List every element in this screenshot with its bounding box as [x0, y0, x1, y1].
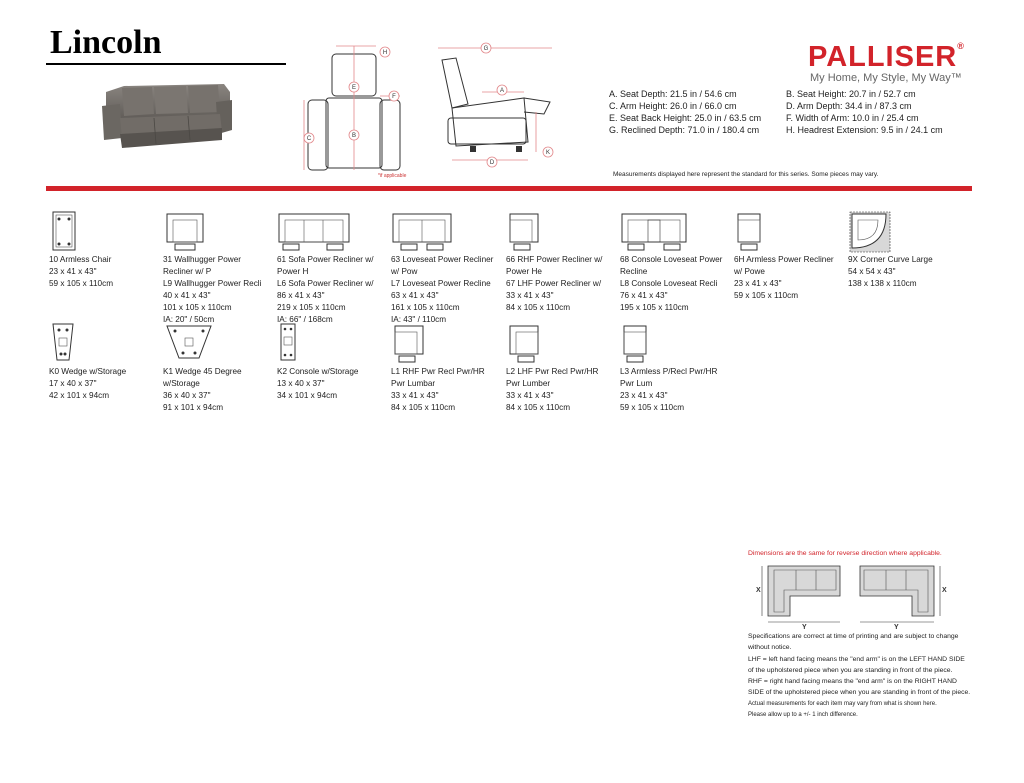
- piece-l3-armless-recliner: [620, 322, 738, 414]
- piece-line: 23 x 41 x 43": [49, 267, 97, 276]
- piece-line: 67 LHF Power Recliner w/: [506, 279, 602, 288]
- piece-line: 219 x 105 x 110cm: [277, 303, 346, 312]
- piece-line: w/Storage: [163, 379, 200, 388]
- diagram-letter: G: [483, 46, 489, 52]
- diagram-letter: C: [306, 136, 312, 142]
- piece-line: 34 x 101 x 94cm: [277, 391, 338, 400]
- page-title: Lincoln: [50, 24, 162, 61]
- diagram-letter: A: [499, 88, 505, 94]
- piece-line: 9X Corner Curve Large: [848, 255, 933, 264]
- brand-logo: [808, 41, 965, 74]
- piece-line: Recliner w/ P: [163, 267, 212, 276]
- diagram-letter: E: [351, 85, 357, 91]
- piece-line: 63 Loveseat Power Recliner: [391, 255, 494, 264]
- piece-top-view-icon: [391, 210, 509, 254]
- piece-top-view-icon: [277, 210, 395, 254]
- piece-66-rhf-recliner: [506, 210, 624, 314]
- piece-line: L9 Wallhugger Power Recli: [163, 279, 262, 288]
- diagram-note: *if applicable: [378, 173, 407, 179]
- piece-line: w/ Powe: [734, 267, 765, 276]
- spec-line: Please allow up to a +/- 1 inch difference.: [748, 712, 858, 719]
- piece-9x-corner-curve: [848, 210, 966, 290]
- piece-line: 84 x 105 x 110cm: [506, 303, 571, 312]
- sofa-photo: [98, 78, 234, 156]
- piece-line: 36 x 40 x 37": [163, 391, 211, 400]
- piece-63-loveseat: [391, 210, 509, 326]
- piece-top-view-icon: [506, 210, 624, 254]
- section-divider: [46, 186, 972, 191]
- piece-line: 63 x 41 x 43": [391, 291, 439, 300]
- piece-line: 86 x 41 x 43": [277, 291, 325, 300]
- measurement-line: D. Arm Depth: 34.4 in / 87.3 cm: [786, 101, 912, 111]
- measurement-line: A. Seat Depth: 21.5 in / 54.6 cm: [609, 89, 737, 99]
- piece-line: 66 RHF Power Recliner w/: [506, 255, 603, 264]
- axis-x-label: X: [756, 587, 761, 594]
- piece-line: 33 x 41 x 43": [506, 391, 554, 400]
- piece-line: 10 Armless Chair: [49, 255, 112, 264]
- piece-top-view-icon: [163, 322, 281, 366]
- piece-line: 33 x 41 x 43": [506, 291, 554, 300]
- brand-name: PALLISER: [808, 41, 958, 73]
- piece-line: Pwr Lum: [620, 379, 653, 388]
- axis-y-label: Y: [802, 624, 807, 630]
- spec-line: RHF = right hand facing means the "end arm" is on the RIGHT HAND: [748, 678, 957, 686]
- brand-mark: ®: [957, 41, 965, 51]
- piece-line: K1 Wedge 45 Degree: [163, 367, 242, 376]
- piece-line: 6H Armless Power Recliner: [734, 255, 834, 264]
- piece-61-sofa: [277, 210, 395, 326]
- piece-line: 54 x 54 x 43": [848, 267, 896, 276]
- piece-line: 84 x 105 x 110cm: [391, 403, 456, 412]
- specifications-notes: [748, 631, 978, 721]
- piece-line: K0 Wedge w/Storage: [49, 367, 127, 376]
- measurement-line: E. Seat Back Height: 25.0 in / 63.5 cm: [609, 113, 762, 123]
- piece-l1-rhf-recliner: [391, 322, 509, 414]
- piece-line: Power H: [277, 267, 309, 276]
- spec-line: Actual measurements for each item may vary from what is shown here.: [748, 700, 937, 707]
- piece-line: 42 x 101 x 94cm: [49, 391, 110, 400]
- piece-line: 23 x 41 x 43": [734, 279, 782, 288]
- piece-line: Pwr Lumber: [506, 379, 551, 388]
- measurement-line: B. Seat Height: 20.7 in / 52.7 cm: [786, 89, 916, 99]
- piece-line: 40 x 41 x 43": [163, 291, 211, 300]
- piece-6h-armless-recliner: [734, 210, 852, 302]
- piece-31-wallhugger: [163, 210, 281, 326]
- piece-line: 76 x 41 x 43": [620, 291, 668, 300]
- title-underline: [46, 63, 286, 65]
- sectional-rhf-diagram: [852, 560, 952, 630]
- diagram-letter: K: [545, 150, 551, 156]
- measurement-line: C. Arm Height: 26.0 in / 66.0 cm: [609, 101, 737, 111]
- piece-top-view-icon: [163, 210, 281, 254]
- piece-line: 101 x 105 x 110cm: [163, 303, 232, 312]
- piece-line: IA: 20" / 50cm: [163, 315, 215, 324]
- piece-line: w/ Pow: [391, 267, 418, 276]
- piece-line: Recline: [620, 267, 648, 276]
- piece-line: L6 Sofa Power Recliner w/: [277, 279, 374, 288]
- measurements-left: [609, 88, 761, 136]
- piece-top-view-icon: [848, 210, 966, 254]
- piece-line: 23 x 41 x 43": [620, 391, 668, 400]
- piece-line: Pwr Lumbar: [391, 379, 436, 388]
- measurements-right: [786, 88, 943, 136]
- piece-top-view-icon: [277, 322, 395, 366]
- spec-line: SIDE of the upholstered piece when you are standing in front of the piece.: [748, 689, 971, 697]
- piece-line: L7 Loveseat Power Recline: [391, 279, 491, 288]
- piece-line: L2 LHF Pwr Recl Pwr/HR: [506, 367, 599, 376]
- piece-line: IA: 43" / 110cm: [391, 315, 447, 324]
- piece-l2-lhf-recliner: [506, 322, 624, 414]
- piece-k2-console: [277, 322, 395, 402]
- measurements-note: Measurements displayed here represent the standard for this series. Some pieces may vary.: [613, 171, 879, 178]
- piece-k0-wedge: [49, 322, 167, 402]
- piece-line: 59 x 105 x 110cm: [620, 403, 685, 412]
- spec-line: Specifications are correct at time of printing and are subject to change: [748, 633, 959, 640]
- side-dimension-diagram: [412, 42, 562, 177]
- brand-tagline: My Home, My Style, My Way™: [810, 72, 962, 84]
- piece-top-view-icon: [620, 322, 738, 366]
- piece-top-view-icon: [506, 322, 624, 366]
- piece-line: IA: 66" / 168cm: [277, 315, 333, 324]
- piece-line: L8 Console Loveseat Recli: [620, 279, 718, 288]
- piece-line: L3 Armless P/Recl Pwr/HR: [620, 367, 718, 376]
- measurement-line: G. Reclined Depth: 71.0 in / 180.4 cm: [609, 125, 760, 135]
- piece-line: 13 x 40 x 37": [277, 379, 325, 388]
- piece-line: Power He: [506, 267, 542, 276]
- piece-top-view-icon: [49, 322, 167, 366]
- piece-k1-wedge-45: [163, 322, 281, 414]
- spec-line: of the upholstered piece when you are standing in front of the piece.: [748, 666, 953, 674]
- piece-68-console-loveseat: [620, 210, 738, 314]
- axis-y-label: Y: [894, 624, 899, 630]
- piece-top-view-icon: [734, 210, 852, 254]
- diagram-letter: B: [351, 133, 357, 139]
- diagram-letter: H: [382, 50, 388, 56]
- diagram-letter: D: [489, 160, 495, 166]
- piece-line: 59 x 105 x 110cm: [734, 291, 799, 300]
- piece-line: 59 x 105 x 110cm: [49, 279, 114, 288]
- piece-top-view-icon: [391, 322, 509, 366]
- piece-line: 91 x 101 x 94cm: [163, 403, 224, 412]
- piece-line: L1 RHF Pwr Recl Pwr/HR: [391, 367, 485, 376]
- piece-line: 84 x 105 x 110cm: [506, 403, 571, 412]
- spec-line: LHF = left hand facing means the "end arm" is on the LEFT HAND SIDE: [748, 655, 965, 663]
- spec-line: without notice.: [748, 644, 792, 652]
- diagram-letter: F: [392, 94, 396, 100]
- piece-top-view-icon: [620, 210, 738, 254]
- sectional-lhf-diagram: [750, 560, 846, 630]
- measurement-line: F. Width of Arm: 10.0 in / 25.4 cm: [786, 113, 919, 123]
- axis-x-label: X: [942, 587, 947, 594]
- piece-line: 17 x 40 x 37": [49, 379, 97, 388]
- piece-line: 195 x 105 x 110cm: [620, 303, 689, 312]
- piece-line: 33 x 41 x 43": [391, 391, 439, 400]
- piece-line: K2 Console w/Storage: [277, 367, 359, 376]
- piece-10-armless-chair: [49, 210, 167, 290]
- piece-top-view-icon: [49, 210, 167, 254]
- piece-line: 161 x 105 x 110cm: [391, 303, 460, 312]
- piece-line: 138 x 138 x 110cm: [848, 279, 917, 288]
- measurement-line: H. Headrest Extension: 9.5 in / 24.1 cm: [786, 125, 943, 135]
- reverse-direction-note: Dimensions are the same for reverse direction where applicable.: [748, 550, 942, 557]
- front-dimension-diagram: [296, 42, 412, 177]
- piece-line: 68 Console Loveseat Power: [620, 255, 723, 264]
- piece-line: 31 Wallhugger Power: [163, 255, 241, 264]
- piece-line: 61 Sofa Power Recliner w/: [277, 255, 374, 264]
